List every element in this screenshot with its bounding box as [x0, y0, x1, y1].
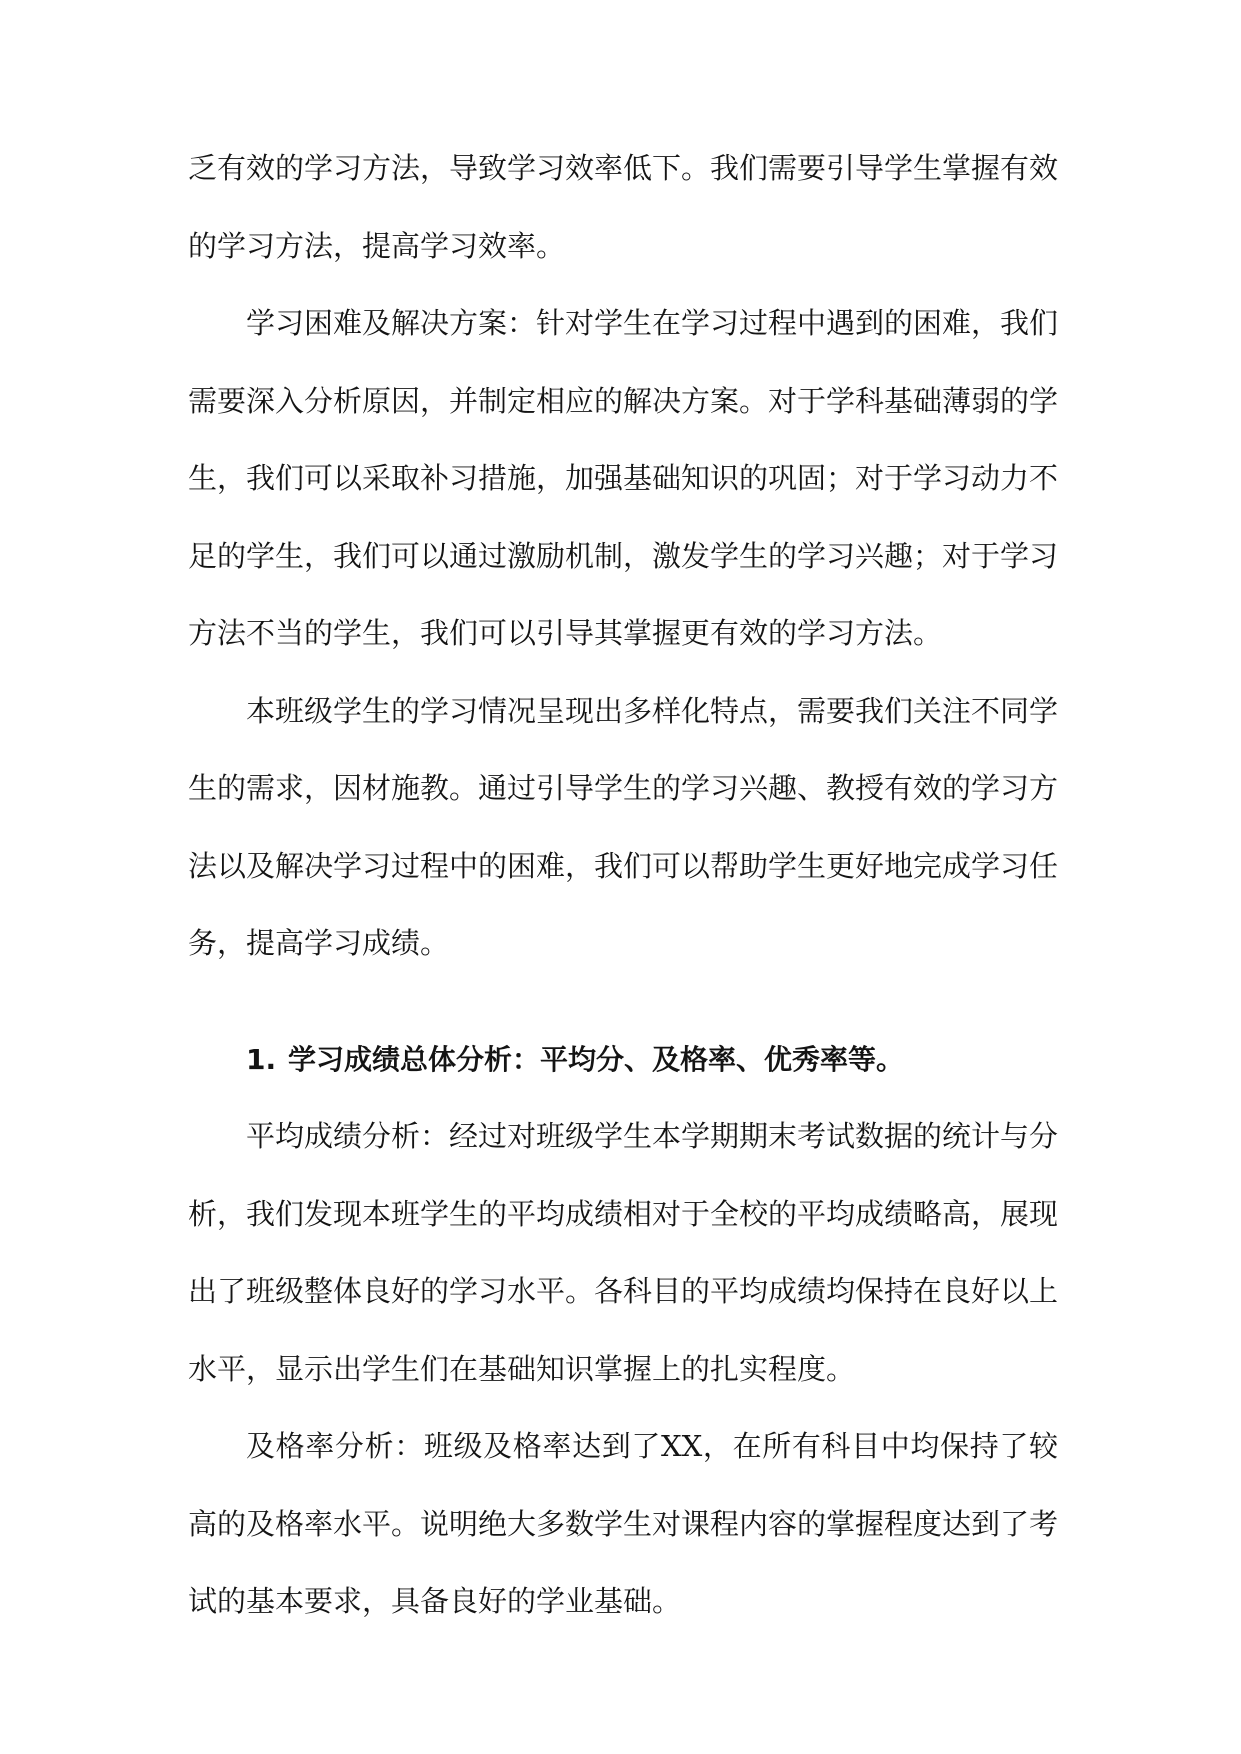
section-heading	[188, 1021, 1058, 1099]
section-number: 1.	[246, 1042, 277, 1076]
paragraph-pass-rate: 及格率分析：班级及格率达到了XX，在所有科目中均保持了较高的及格率水平。说明绝大多数学生对课程内容的掌握程度达到了考试的基本要求，具备良好的学业基础。	[188, 1429, 1059, 1618]
paragraph-average-score: 平均成绩分析：经过对班级学生本学期期末考试数据的统计与分析，我们发现本班学生的平均成绩相对于全校的平均成绩略高，展现出了班级整体良好的学习水平。各科目的平均成绩均保持在良好以上水平，显示出学生们在基础知识掌握上的扎实程度。	[188, 1119, 1059, 1386]
paragraph-learning-difficulties: 学习困难及解决方案：针对学生在学习过程中遇到的困难，我们需要深入分析原因，并制定相应的解决方案。对于学科基础薄弱的学生，我们可以采取补习措施，加强基础知识的巩固；对于学习动力不足的学生，我们可以通过激励机制，激发学生的学习兴趣；对于学习方法不当的学生，我们可以引导其掌握更有效的学习方法。	[188, 306, 1059, 650]
section-title: 学习成绩总体分析：平均分、及格率、优秀率等。	[288, 1042, 905, 1076]
document-page	[188, 130, 1058, 1641]
paragraph-continued: 乏有效的学习方法，导致学习效率低下。我们需要引导学生掌握有效的学习方法，提高学习效率。	[188, 151, 1059, 263]
paragraph-summary: 本班级学生的学习情况呈现出多样化特点，需要我们关注不同学生的需求，因材施教。通过引导学生的学习兴趣、教授有效的学习方法以及解决学习过程中的困难，我们可以帮助学生更好地完成学习任务，提高学习成绩。	[188, 693, 1059, 960]
